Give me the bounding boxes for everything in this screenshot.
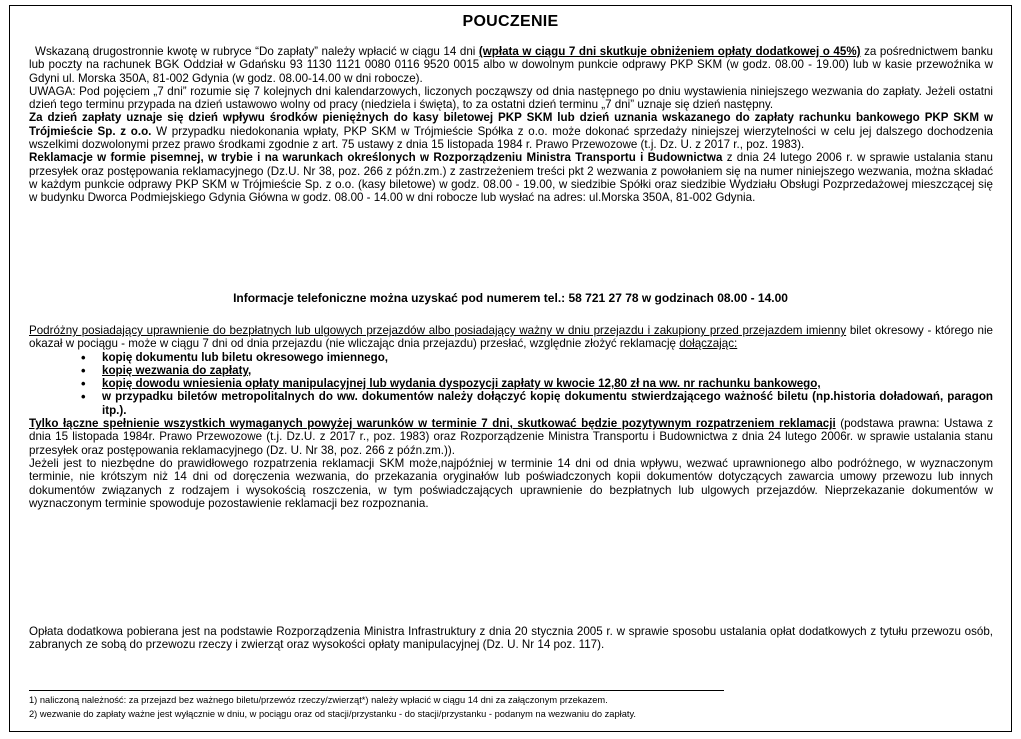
discount-complaint-section [29, 324, 993, 510]
page-title: POUCZENIE [462, 13, 559, 30]
list-item: • kopię wezwania do zapłaty, [29, 364, 993, 377]
list-item: • kopię dowodu wniesienia opłaty manipulacyjnej lub wydania dyspozycji zapłaty w kwocie 12,80 zł na ww. nr rachunku bankowego, [29, 377, 993, 390]
complaints-note: Reklamacje w formie pisemnej, w trybie i na warunkach określonych w Rozporządzeniu Ministra Transportu i Budownictwa z dnia 24 lutego 2006 r. w sprawie ustalania stanu przesyłek oraz postępowania reklamacyjnego (Dz.U. Nr 38, poz. 266 z późn.zm.) z zastrzeżeniem treści pkt 2 wezwania z powołaniem się na numer niniejszego wezwania, można składać w każdym punkcie odprawy PKP SKM w Trójmieście Sp. z o.o. (kasy biletowe) w godz. 08.00 - 19.00, w siedzibie Spółki oraz siedzibie Wydziału Obsługi Pozprzedażowej mieszczącej się w budynku Dworca Podmiejskiego Gdynia Główna w godz. 08.00 - 14.00 w dni robocze lub wysłać na adres: ul.Morska 350A, 81-002 Gdynia. [29, 151, 993, 205]
payment-instructions: Wskazaną drugostronnie kwotę w rubryce “Do zapłaty” należy wpłacić w ciągu 14 dni (wpłata w ciągu 7 dni skutkuje obniżeniem opłaty dodatkowej o 45%) za pośrednictwem banku lub poczty na rachunek BGK Oddział w Gdańsku 93 1130 1121 0080 0116 9520 0015 albo w dowolnym punkcie odprawy PKP SKM (w godz. 08.00 - 19.00) lub w kasie przewoźnika w Gdyni ul. Morska 350A, 81-002 Gdynia (w godz. 08.00-14.00 w dni robocze). [29, 45, 993, 85]
complaint-intro: Podróżny posiadający uprawnienie do bezpłatnych lub ulgowych przejazdów albo posiadający ważny w dniu przejazdu i zakupiony przed przejazdem imienny bilet okresowy - którego nie okazał w pociągu - może w ciągu 7 dni od dnia przejazdu (nie wliczając dnia przejazdu) przesłać, względnie złożyć reklamację dołączając: [29, 324, 993, 351]
footnote-1: 1) naliczoną należność: za przejazd bez ważnego biletu/przewóz rzeczy/zwierząt*) należy wpłacić w ciągu 14 dni za załączonym przekazem. [29, 695, 608, 705]
phone-info: Informacje telefoniczne można uzyskać pod numerem tel.: 58 721 27 78 w godzinach 08.00 - 14.00 [233, 291, 788, 305]
surcharge-note: Opłata dodatkowa pobierana jest na podstawie Rozporządzenia Ministra Infrastruktury z dnia 20 stycznia 2005 r. w sprawie sposobu ustalania opłat dodatkowych z tytułu przewozu osób, zabranych ze sobą do przewozu rzeczy i zwierząt oraz wysokości opłaty manipulacyjnej (Dz. U. Nr 14 poz. 117). [29, 625, 993, 652]
documents-request-note: Jeżeli jest to niezbędne do prawidłowego rozpatrzenia reklamacji SKM może,najpóźniej w terminie 14 dni od dnia wpływu, wezwać uprawnionego albo podróżnego, w wyznaczonym terminie, nie krótszym niż 14 dni od doręczenia wezwania, do przekazania oryginałów lub poświadczonych kopii dokumentów dotyczących zawarcia umowy przewozu lub innych dokumentów związanych z rodzajem i wysokością roszczenia, w tym poświadczających uprawnienie do bezpłatnych lub ulgowych przejazdów. Nieprzekazanie dokumentów w wyznaczonym terminie spowoduje pozostawienie reklamacji bez rozpoznania. [29, 456, 993, 510]
payment-date-note: Za dzień zapłaty uznaje się dzień wpływu środków pieniężnych do kasy biletowej PKP SKM lub dzień uznania wskazanego do zapłaty rachunku bankowego PKP SKM w Trójmieście Sp. z o.o. W przypadku niedokonania wpłaty, PKP SKM w Trójmieście Spółka z o.o. może dokonać sprzedaży niniejszej wierzytelności w celu jej dalszego dochodzenia wszelkimi dozwolonymi przez prawo środkami zgodnie z art. 75 ustawy z dnia 15 listopada 1984 r. Prawo Przewozowe (t.j. Dz. U. z 2017 r., poz. 1983). [29, 111, 994, 152]
payment-section [29, 45, 993, 205]
footnote-2: 2) wezwanie do zapłaty ważne jest wyłącznie w dniu, w pociągu oraz od stacji/przystanku - do stacji/przystanku - podanym na wezwaniu do zapłaty. [29, 709, 637, 719]
list-item: • kopię dokumentu lub biletu okresowego imiennego, [29, 351, 993, 364]
seven-days-note: UWAGA: Pod pojęciem „7 dni” rozumie się 7 kolejnych dni kalendarzowych, liczonych począwszy od dnia następnego po dniu wystawienia niniejszego wezwania do zapłaty. Jeżeli ostatni dzień tego terminu przypada na dzień ustawowo wolny od pracy (niedziela i święta), to za ostatni dzień terminu „7 dni” uznaje się dzień następny. [29, 84, 993, 112]
notice-frame [9, 5, 1012, 732]
conditions-note: Tylko łączne spełnienie wszystkich wymaganych powyżej warunków w terminie 7 dni, skutkować będzie pozytywnym rozpatrzeniem reklamacji (podstawa prawna: Ustawa z dnia 15 listopada 1984r. Prawo Przewozowe (t.j. Dz.U. z 2017 r., poz. 1983) oraz Rozporządzenie Ministra Transportu i Budownictwa z dnia 24 lutego 2006r. w sprawie ustalania stanu przesyłek oraz postępowania reklamacyjnego (Dz. U. Nr 38, poz. 266 z późn.zm.)). [29, 417, 994, 457]
discount-note: (wpłata w ciągu 7 dni skutkuje obniżeniem opłaty dodatkowej o 45%) [478, 45, 861, 58]
attachments-list [29, 351, 993, 417]
list-item: • w przypadku biletów metropolitalnych do ww. dokumentów należy dołączyć kopię dokumentu stwierdzającego ważność biletu (np.historia doładowań, paragon itp.). [29, 390, 993, 417]
footnote-divider [29, 690, 724, 691]
